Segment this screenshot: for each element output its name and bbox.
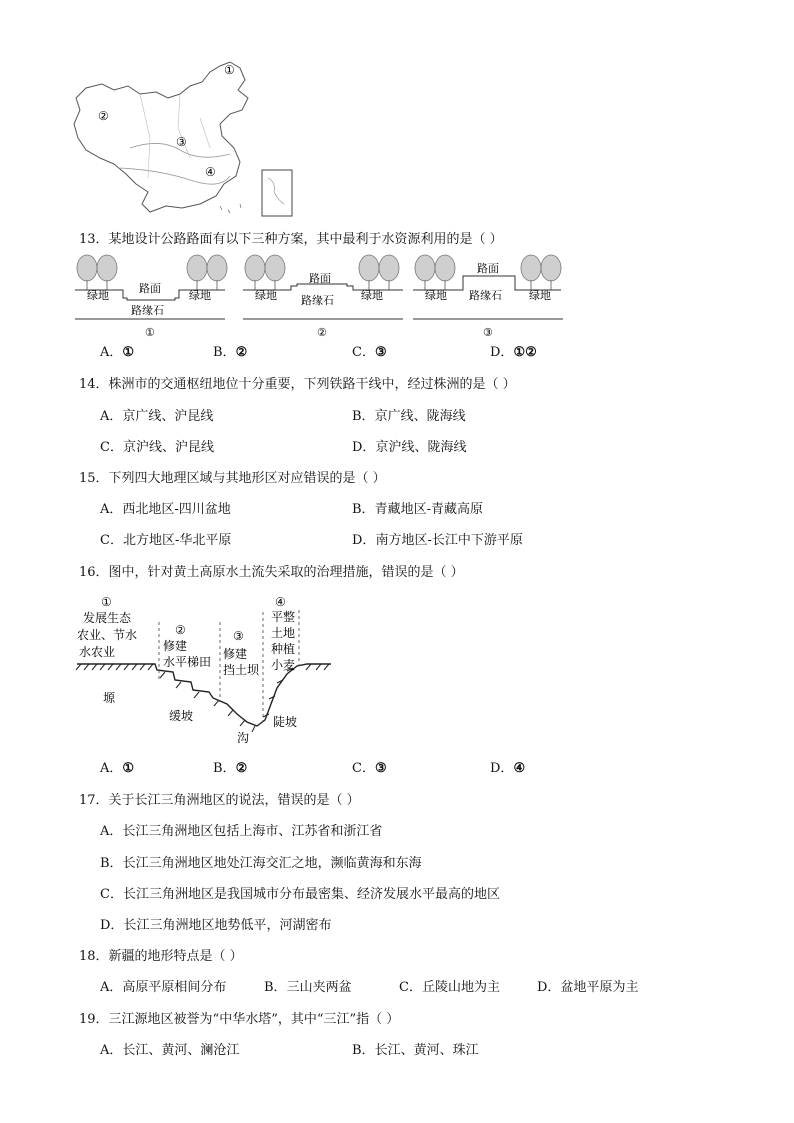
- svg-text:绿地: 绿地: [87, 289, 109, 302]
- svg-text:修建: 修建: [223, 647, 248, 661]
- china-outline: [74, 62, 248, 212]
- svg-text:陡坡: 陡坡: [273, 715, 298, 729]
- svg-text:平整: 平整: [271, 610, 296, 624]
- q19-option-b[interactable]: B．长江、黄河、珠江: [352, 1043, 479, 1058]
- road-scheme-3: [413, 255, 563, 339]
- svg-text:路面: 路面: [477, 262, 499, 275]
- svg-text:种植: 种植: [271, 642, 296, 656]
- q13-option-b[interactable]: B．②: [213, 345, 248, 360]
- road-scheme-1: [75, 255, 227, 339]
- q16-option-c[interactable]: C．③: [352, 761, 387, 776]
- q14-option-a[interactable]: A．京广线、沪昆线: [100, 409, 214, 424]
- q18-option-b[interactable]: B．三山夹两盆: [264, 980, 352, 995]
- loess-plateau-diagram: [75, 592, 345, 748]
- svg-text:沟: 沟: [237, 731, 250, 745]
- svg-text:路缘石: 路缘石: [131, 304, 164, 317]
- q18-option-c[interactable]: C．丘陵山地为主: [399, 980, 500, 995]
- svg-text:绿地: 绿地: [425, 289, 447, 302]
- map-province-lines: [140, 94, 210, 178]
- q16-option-d[interactable]: D．④: [490, 761, 526, 776]
- svg-text:发展生态: 发展生态: [83, 611, 132, 625]
- question-18-stem: 18．新疆的地形特点是（ ）: [79, 949, 243, 964]
- question-17-stem: 17．关于长江三角洲地区的说法，错误的是（ ）: [79, 793, 360, 808]
- q13-option-c[interactable]: C．③: [352, 345, 387, 360]
- svg-text:①: ①: [101, 595, 112, 609]
- svg-text:路面: 路面: [309, 272, 331, 285]
- q14-option-d[interactable]: D．京沪线、陇海线: [352, 440, 467, 455]
- question-15-stem: 15．下列四大地理区域与其地形区对应错误的是（ ）: [79, 471, 386, 486]
- svg-text:挡土坝: 挡土坝: [223, 663, 260, 677]
- q15-option-a[interactable]: A．西北地区-四川盆地: [100, 502, 231, 517]
- road-scheme-2: [243, 255, 403, 339]
- q16-option-a[interactable]: A．①: [100, 761, 135, 776]
- svg-text:缓坡: 缓坡: [169, 709, 194, 723]
- q17-option-d[interactable]: D．长江三角洲地区地势低平，河湖密布: [100, 918, 332, 933]
- svg-text:③: ③: [233, 629, 244, 643]
- svg-text:路缘石: 路缘石: [469, 289, 502, 302]
- q18-option-d[interactable]: D．盆地平原为主: [537, 980, 639, 995]
- q13-option-d[interactable]: D．①②: [490, 345, 537, 360]
- svg-text:绿地: 绿地: [529, 289, 551, 302]
- svg-text:小麦: 小麦: [271, 658, 296, 672]
- q15-option-d[interactable]: D．南方地区-长江中下游平原: [352, 533, 523, 548]
- map-marker-1: ①: [224, 63, 235, 77]
- question-14-stem: 14．株洲市的交通枢纽地位十分重要，下列铁路干线中，经过株洲的是（ ）: [79, 377, 516, 392]
- south-sea-inset: [262, 170, 292, 216]
- svg-text:土地: 土地: [271, 626, 296, 640]
- map-marker-2: ②: [98, 109, 109, 123]
- map-marker-4: ④: [205, 165, 216, 179]
- svg-text:绿地: 绿地: [255, 289, 277, 302]
- svg-text:水平梯田: 水平梯田: [163, 655, 212, 669]
- question-16-stem: 16．图中，针对黄土高原水土流失采取的治理措施，错误的是（ ）: [79, 565, 464, 580]
- q17-option-c[interactable]: C．长江三角洲地区是我国城市分布最密集、经济发展水平最高的地区: [100, 887, 500, 902]
- question-19-stem: 19．三江源地区被誉为“中华水塔”，其中“三江”指（ ）: [79, 1012, 400, 1027]
- q15-option-c[interactable]: C．北方地区-华北平原: [100, 533, 232, 548]
- svg-text:水农业: 水农业: [79, 645, 116, 659]
- road-diagram: [75, 252, 565, 340]
- q18-option-a[interactable]: A．高原平原相间分布: [100, 980, 227, 995]
- svg-text:绿地: 绿地: [189, 289, 211, 302]
- svg-text:路缘石: 路缘石: [301, 294, 334, 307]
- svg-text:①: ①: [145, 326, 155, 339]
- q14-option-b[interactable]: B．京广线、陇海线: [352, 409, 466, 424]
- q19-option-a[interactable]: A．长江、黄河、澜沧江: [100, 1043, 240, 1058]
- q17-option-a[interactable]: A．长江三角洲地区包括上海市、江苏省和浙江省: [100, 824, 383, 839]
- svg-text:③: ③: [483, 326, 493, 339]
- svg-text:②: ②: [317, 326, 327, 339]
- svg-text:农业、节水: 农业、节水: [77, 628, 138, 642]
- svg-text:塬: 塬: [103, 691, 116, 705]
- svg-text:路面: 路面: [139, 282, 161, 295]
- map-marker-3: ③: [176, 135, 187, 149]
- q15-option-b[interactable]: B．青藏地区-青藏高原: [352, 502, 483, 517]
- q17-option-b[interactable]: B．长江三角洲地区地处江海交汇之地，濒临黄海和东海: [100, 856, 422, 871]
- q16-option-b[interactable]: B．②: [213, 761, 248, 776]
- svg-text:绿地: 绿地: [361, 289, 383, 302]
- svg-text:②: ②: [175, 623, 186, 637]
- map-coast-dots: [220, 204, 241, 213]
- svg-text:④: ④: [275, 595, 286, 609]
- question-13-stem: 13．某地设计公路路面有以下三种方案，其中最利于水资源利用的是（ ）: [79, 232, 503, 247]
- china-map: [70, 58, 300, 220]
- q13-option-a[interactable]: A．①: [100, 345, 135, 360]
- q14-option-c[interactable]: C．京沪线、沪昆线: [100, 440, 214, 455]
- svg-text:修建: 修建: [163, 639, 188, 653]
